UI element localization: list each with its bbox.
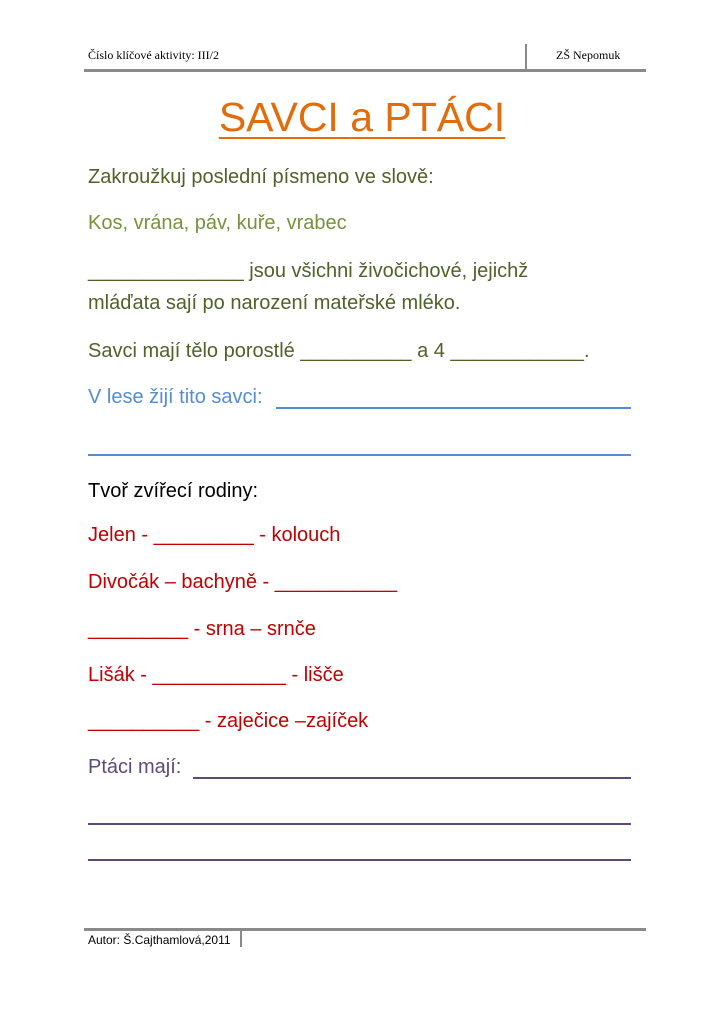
footer-rule — [84, 928, 646, 931]
footer-divider-vertical — [240, 929, 242, 947]
header-divider-vertical — [525, 44, 527, 71]
footer-author: Autor: Š.Cajthamlová,2011 — [88, 933, 231, 947]
task-animal-families: Tvoř zvířecí rodiny: — [88, 480, 259, 502]
birds-label: Ptáci mají: — [88, 756, 182, 778]
family-fox: Lišák - ____________ - lišče — [88, 664, 344, 686]
title-part-savci: SAVCI — [218, 94, 339, 140]
header-rule — [84, 69, 646, 72]
task-circle-last-letter: Zakroužkuj poslední písmeno ve slově: — [88, 166, 434, 188]
forest-answer-line-2 — [88, 454, 631, 456]
header-activity-number: Číslo klíčové aktivity: III/2 — [88, 48, 219, 62]
family-hare: __________ - zaječice –zajíček — [88, 710, 369, 732]
word-list: Kos, vrána, páv, kuře, vrabec — [88, 212, 347, 234]
family-deer: Jelen - _________ - kolouch — [88, 524, 341, 546]
title-part-ptaci: a PTÁCI — [350, 94, 506, 140]
header-school-name: ZŠ Nepomuk — [556, 48, 621, 62]
page-title — [0, 94, 724, 141]
mammal-body-sentence: Savci mají tělo porostlé __________ a 4 ____________. — [88, 340, 590, 362]
family-boar: Divočák – bachyně - ___________ — [88, 571, 398, 593]
birds-answer-line-1 — [193, 777, 631, 779]
family-roe-deer: _________ - srna – srnče — [88, 618, 316, 640]
birds-answer-line-2 — [88, 823, 631, 825]
mammal-definition-line1: ______________ jsou všichni živočichové, jejichž — [88, 260, 529, 282]
forest-mammals-label: V lese žijí tito savci: — [88, 386, 263, 408]
mammal-definition-line2: mláďata sají po narození mateřské mléko. — [88, 292, 461, 314]
birds-answer-line-3 — [88, 859, 631, 861]
forest-answer-line-1 — [276, 407, 631, 409]
